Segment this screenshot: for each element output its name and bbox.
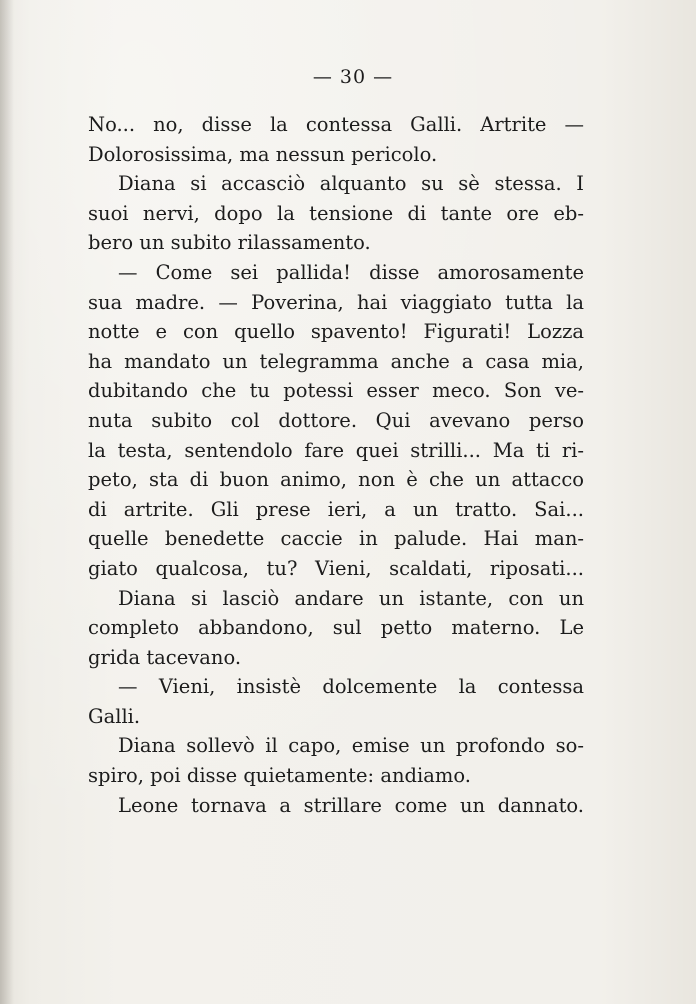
text-line: Dolorosissima, ma nessun pericolo.: [88, 142, 438, 166]
text-line: la testa, sentendolo fare quei strilli... Ma ti ri-: [88, 438, 584, 462]
page-gutter-shadow: [0, 0, 14, 1004]
text-line: notte e con quello spavento! Figurati! Lozza: [88, 320, 584, 344]
text-line: bero un subito rilassamento.: [88, 231, 371, 255]
text-line: — Come sei pallida! disse amorosamente: [118, 260, 584, 284]
text-line: spiro, poi disse quietamente: andiamo.: [88, 764, 471, 788]
text-line: giato qualcosa, tu? Vieni, scaldati, riposati...: [88, 556, 584, 580]
text-line: No... no, disse la contessa Galli. Artrite —: [88, 113, 584, 136]
text-line: quelle benedette caccie in palude. Hai man-: [88, 527, 584, 551]
text-line: ha mandato un telegramma anche a casa mia,: [88, 349, 584, 373]
text-line: suoi nervi, dopo la tensione di tante ore eb-: [88, 201, 584, 225]
text-line: Galli.: [88, 704, 141, 728]
text-line: di artrite. Gli prese ieri, a un tratto. Sai...: [88, 497, 584, 521]
text-line: peto, sta di buon animo, non è che un attacco: [88, 468, 584, 492]
text-line: Leone tornava a strillare come un dannato.: [118, 793, 584, 817]
text-line: Diana si lasciò andare un istante, con un: [118, 586, 584, 610]
text-line: sua madre. — Poverina, hai viaggiato tutta la: [88, 290, 584, 314]
text-line: — Vieni, insistè dolcemente la contessa: [118, 675, 584, 699]
text-line: nuta subito col dottore. Qui avevano perso: [88, 408, 584, 432]
text-line: dubitando che tu potessi esser meco. Son ve-: [88, 379, 584, 403]
text-line: Diana sollevò il capo, emise un profondo so-: [118, 734, 584, 758]
page-number: — 30 —: [312, 66, 394, 88]
text-line: grida tacevano.: [88, 645, 242, 669]
body-text: [88, 110, 584, 820]
text-line: completo abbandono, sul petto materno. Le: [88, 616, 584, 640]
text-line: Diana si accasciò alquanto su sè stessa. I: [118, 172, 584, 196]
